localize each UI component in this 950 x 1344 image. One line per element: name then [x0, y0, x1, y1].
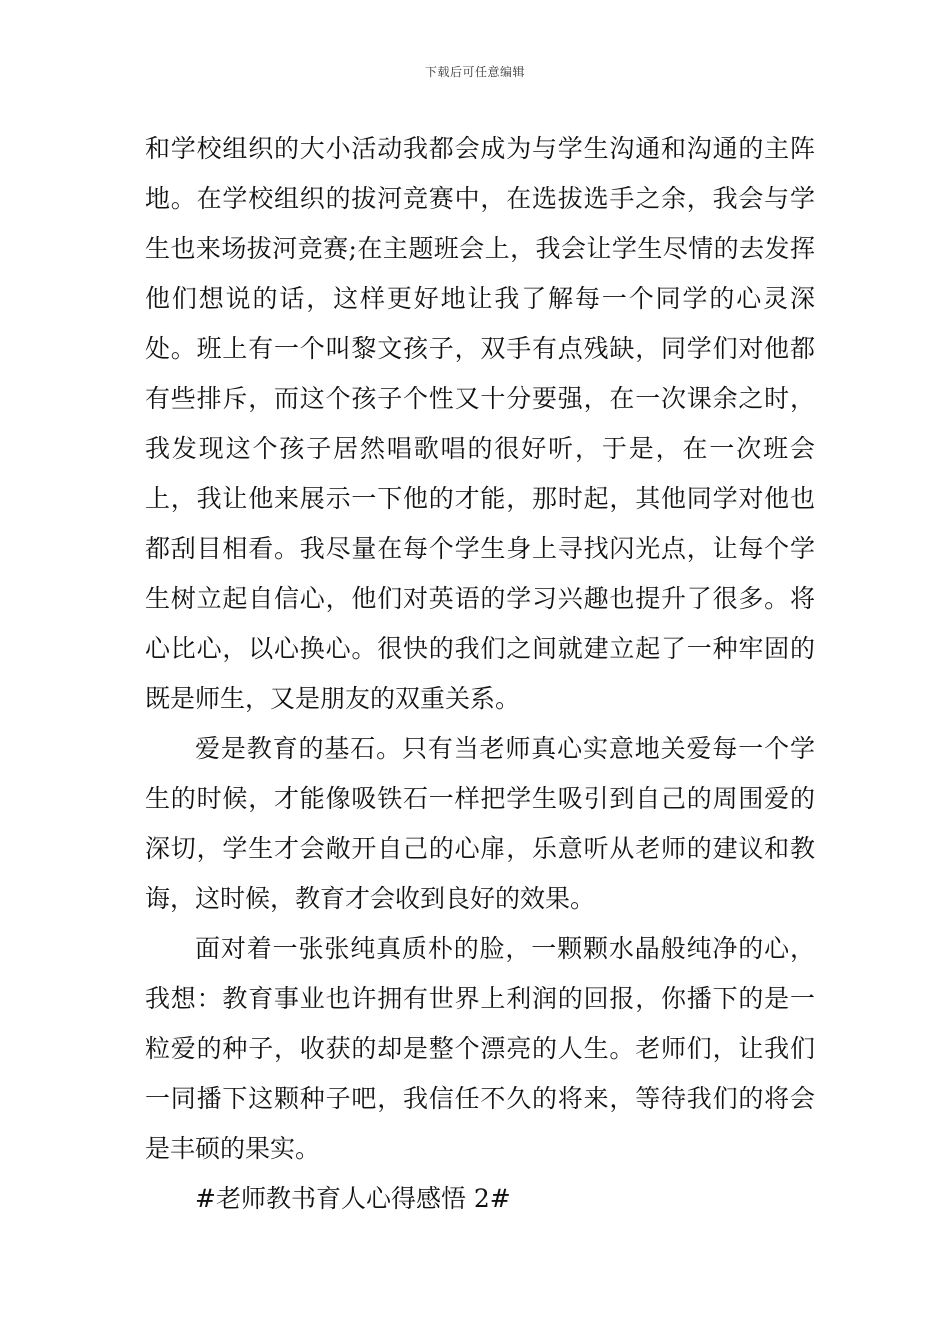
section-heading: #老师教书育人心得感悟 2#	[195, 1184, 511, 1213]
paragraph-3: 面对着一张张纯真质朴的脸，一颗颗水晶般纯净的心，我想：教育事业也许拥有世界上利润的回报，你播下的是一粒爱的种子，收获的却是整个漂亮的人生。老师们，让我们一同播下这颗种子吧，我信任不久的将来，等待我们的将会是丰硕的果实。	[145, 934, 815, 1163]
paragraph-2: 爱是教育的基石。只有当老师真心实意地关爱每一个学生的时候，才能像吸铁石一样把学生吸引到自己的周围爱的深切，学生才会敞开自己的心扉，乐意听从老师的建议和教诲，这时候，教育才会收到良好的效果。	[145, 734, 815, 913]
document-body	[145, 124, 815, 1224]
page-header: 下载后可任意编辑	[424, 65, 525, 79]
paragraph-1: 和学校组织的大小活动我都会成为与学生沟通和沟通的主阵地。在学校组织的拔河竞赛中，在选拔选手之余，我会与学生也来场拔河竞赛;在主题班会上，我会让学生尽情的去发挥他们想说的话，这样更好地让我了解每一个同学的心灵深处。班上有一个叫黎文孩子，双手有点残缺，同学们对他都有些排斥，而这个孩子个性又十分要强，在一次课余之时，我发现这个孩子居然唱歌唱的很好听，于是，在一次班会上，我让他来展示一下他的才能，那时起，其他同学对他也都刮目相看。我尽量在每个学生身上寻找闪光点，让每个学生树立起自信心，他们对英语的学习兴趣也提升了很多。将心比心，以心换心。很快的我们之间就建立起了一种牢固的既是师生，又是朋友的双重关系。	[145, 134, 815, 713]
